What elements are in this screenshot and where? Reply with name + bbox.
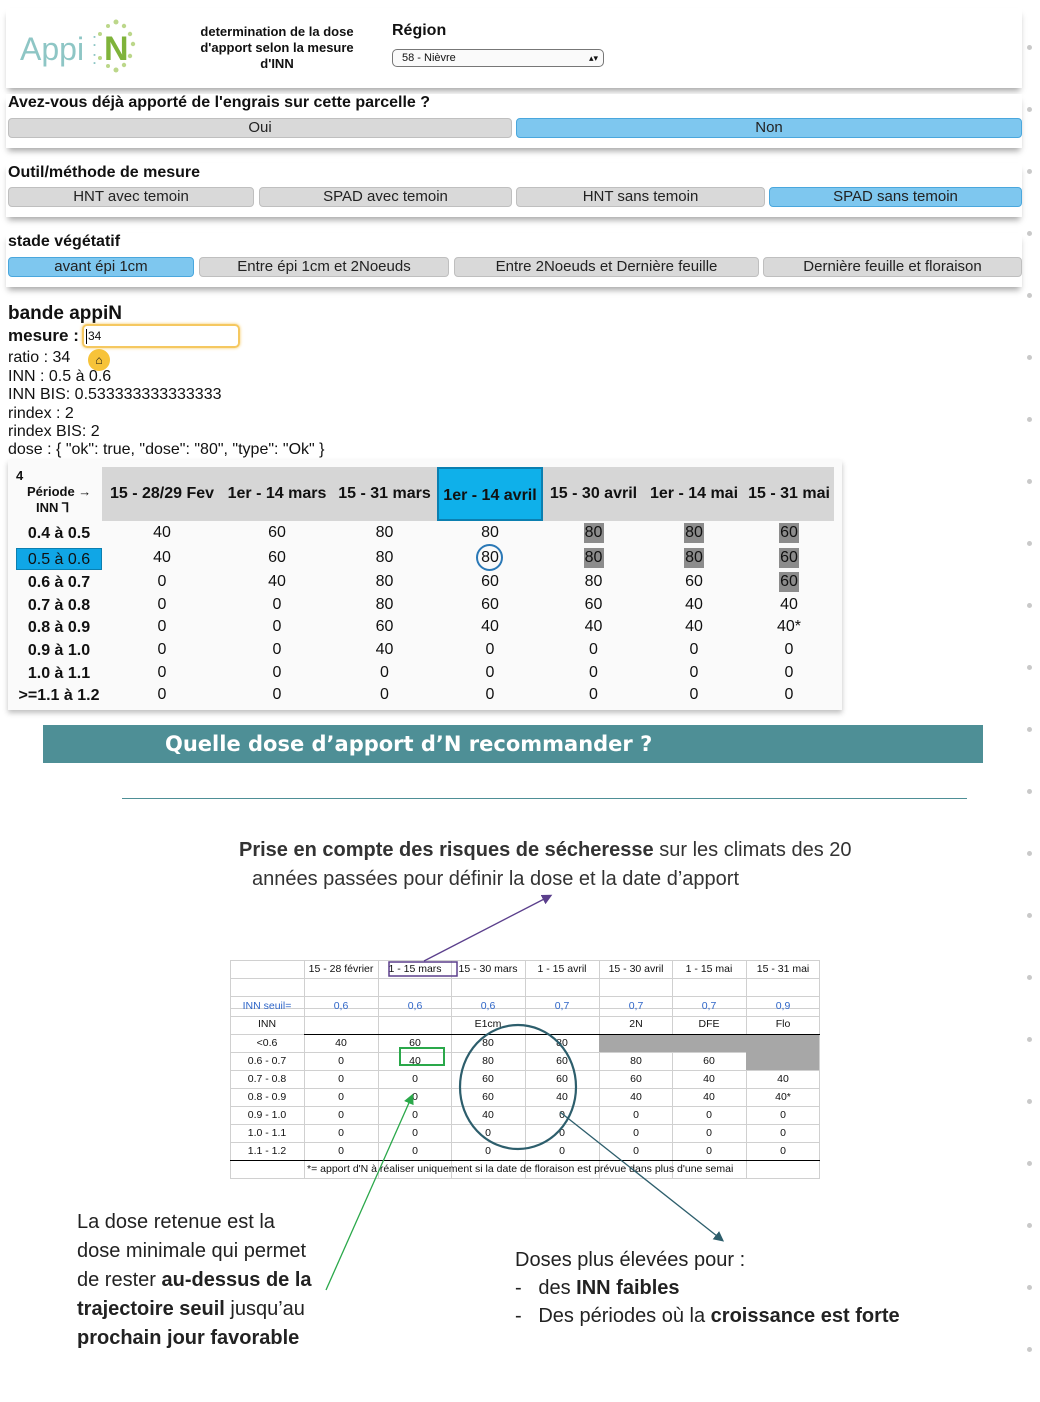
- purple-box: [389, 962, 457, 976]
- dose-cell: 80: [375, 524, 394, 541]
- ref-cell: 80: [630, 1055, 642, 1067]
- period-header[interactable]: 15 - 30 avril: [543, 467, 644, 521]
- dose-cell: 0: [689, 664, 699, 681]
- ref-cell: 60: [556, 1073, 568, 1085]
- ref-seuil-value: 0,7: [628, 1000, 644, 1012]
- dose-cell: 0: [157, 641, 167, 658]
- ref-cell: 0: [412, 1073, 418, 1085]
- note-part2: jusqu’au: [224, 1298, 305, 1320]
- dose-cell: 60: [780, 573, 798, 590]
- dose-cell: 60: [481, 596, 499, 613]
- period-header[interactable]: 15 - 28/29 Fev: [102, 467, 222, 521]
- ref-cell: 0: [559, 1127, 565, 1139]
- mesure-label: mesure :: [8, 326, 79, 345]
- ref-period-header: 15 - 30 avril: [608, 963, 664, 975]
- ref-row-label: 0.6 - 0.7: [247, 1055, 287, 1067]
- dose-cell: 0: [157, 686, 167, 703]
- ref-cell: 60: [703, 1055, 715, 1067]
- ref-stage-label: E1cm: [474, 1018, 502, 1030]
- ref-cell: 0: [338, 1055, 344, 1067]
- dose-cell: 80: [584, 524, 603, 541]
- inn-row-label: 1.0 à 1.1: [27, 665, 91, 682]
- inn-row-label: 0.6 à 0.7: [27, 574, 91, 591]
- ref-seuil-label: INN seuil=: [242, 1000, 292, 1012]
- ref-stage-label: 2N: [629, 1018, 643, 1030]
- ref-cell: 40: [556, 1091, 568, 1103]
- dose-cell: 40*: [776, 618, 802, 635]
- corner-number: 4: [16, 468, 24, 483]
- item2-bold: croissance est forte: [710, 1305, 900, 1327]
- ref-cell: 0: [559, 1109, 565, 1121]
- item1-pre: des: [538, 1277, 577, 1299]
- ref-cell: 60: [482, 1091, 494, 1103]
- dose-cell: 0: [157, 596, 167, 613]
- ref-cell: 0: [485, 1145, 491, 1157]
- dose-cell: 40: [153, 549, 171, 566]
- ref-cell: 40: [703, 1073, 715, 1085]
- item1-bold: INN faibles: [576, 1277, 680, 1299]
- ref-cell: 0: [338, 1109, 344, 1121]
- method-spad-sans-button[interactable]: SPAD sans temoin: [769, 187, 1022, 207]
- ref-cell: 40: [409, 1055, 421, 1067]
- dose-cell: 40: [268, 573, 286, 590]
- ref-seuil-value: 0,7: [554, 1000, 570, 1012]
- ref-cell: 0: [338, 1073, 344, 1085]
- ref-cell: 60: [630, 1073, 642, 1085]
- slide-banner: Quelle dose d’apport d’N recommander ?: [43, 725, 983, 763]
- ref-cell: 40*: [775, 1091, 791, 1103]
- teal-circle: [460, 1025, 576, 1149]
- ref-cell: 0: [412, 1127, 418, 1139]
- dose-cell: 40: [584, 618, 603, 635]
- dose-cell: 40: [780, 596, 798, 613]
- green-arrow: [326, 1096, 412, 1290]
- inn-bis-text: INN BIS: 0.533333333333333: [8, 386, 222, 403]
- inn-text: INN : 0.5 à 0.6: [8, 368, 112, 385]
- method-question-label: Outil/méthode de mesure: [8, 164, 201, 181]
- ref-footnote: *= apport d'N à réaliser uniquement si la date de floraison est prévue dans plus d'une semai: [307, 1163, 734, 1175]
- drought-note-rest: sur les climats des 20: [653, 839, 852, 861]
- inn-row-label[interactable]: 0.5 à 0.6: [16, 548, 102, 570]
- ref-inn-label: INN: [257, 1018, 277, 1030]
- ref-row-label: 1.0 - 1.1: [247, 1127, 287, 1139]
- ref-row-label: 0.7 - 0.8: [247, 1073, 287, 1085]
- ref-cell: 0: [706, 1127, 712, 1139]
- dose-cell: 0: [485, 686, 495, 703]
- ref-cell: 80: [482, 1055, 494, 1067]
- ref-cell: 60: [556, 1055, 568, 1067]
- dose-cell: 0: [380, 664, 389, 681]
- dose-cell: 60: [268, 524, 286, 541]
- dose-cell: 80: [584, 573, 603, 590]
- ref-cell: 0: [559, 1145, 565, 1157]
- select-arrows-icon: ▴▾: [588, 53, 598, 63]
- ref-row-label: 0.8 - 0.9: [247, 1091, 287, 1103]
- answer-oui-button[interactable]: Oui: [8, 118, 512, 138]
- dose-cell: 0: [784, 686, 794, 703]
- svg-text:N: N: [104, 30, 129, 68]
- answer-non-button[interactable]: Non: [516, 118, 1022, 138]
- dose-cell: 0: [157, 573, 167, 590]
- dose-cell: 0: [689, 686, 699, 703]
- dose-cell: 80: [481, 549, 499, 566]
- period-header[interactable]: 1er - 14 avril: [437, 467, 543, 521]
- dose-cell: 0: [157, 618, 167, 635]
- ref-seuil-value: 0,6: [333, 1000, 349, 1012]
- ref-cell: 0: [780, 1109, 786, 1121]
- dose-cell: 0: [589, 664, 598, 681]
- ref-period-header: 1 - 15 avril: [537, 963, 587, 975]
- ref-stage-label: DFE: [698, 1018, 720, 1030]
- dose-cell: 0: [589, 641, 598, 658]
- inn-row-label: 0.9 à 1.0: [27, 642, 91, 659]
- dose-cell: 0: [485, 641, 495, 658]
- period-header[interactable]: 1er - 14 mars: [222, 467, 332, 521]
- ref-cell: 40: [703, 1091, 715, 1103]
- higher-doses-item-2: - Des périodes où la croissance est forte: [515, 1305, 900, 1327]
- dose-cell: 40: [481, 618, 499, 635]
- higher-doses-item-1: - des INN faibles: [515, 1277, 680, 1299]
- home-icon[interactable]: ⌂: [88, 349, 110, 371]
- drought-note-line2: années passées pour définir la dose et la date d’apport: [252, 868, 740, 890]
- stage-avant-epi-button[interactable]: avant épi 1cm: [8, 257, 194, 277]
- ref-seuil-value: 0,6: [407, 1000, 423, 1012]
- dose-cell: 40: [375, 641, 394, 658]
- page-subtitle: determination de la dose d'apport selon la mesure d'INN: [200, 24, 354, 71]
- ref-period-header: 15 - 28 février: [308, 963, 374, 975]
- ref-cell: 0: [412, 1109, 418, 1121]
- region-value: 58 - Nièvre: [402, 52, 456, 64]
- mesure-input[interactable]: 34: [82, 324, 240, 348]
- dose-cell: 60: [685, 573, 703, 590]
- inn-row-label: 0.7 à 0.8: [27, 597, 91, 614]
- inn-row-label: 0.4 à 0.5: [27, 525, 91, 542]
- dose-cell: 40: [685, 618, 703, 635]
- ref-cell: 0: [485, 1127, 491, 1139]
- dose-cell: 0: [380, 686, 389, 703]
- region-label: Région: [392, 22, 447, 39]
- dose-cell: 60: [780, 549, 798, 566]
- note-bold2: prochain jour favorable: [77, 1327, 300, 1349]
- dose-cell: 0: [157, 664, 167, 681]
- svg-text::: :: [92, 48, 98, 68]
- dose-cell: 0: [272, 686, 282, 703]
- ref-cell: 0: [633, 1127, 639, 1139]
- dose-cell: 40: [153, 524, 171, 541]
- period-header[interactable]: 1er - 14 mai: [644, 467, 744, 521]
- dose-cell: 0: [485, 664, 495, 681]
- ref-row-label: 1.1 - 1.2: [247, 1145, 287, 1157]
- svg-text:Appi: Appi: [20, 31, 85, 67]
- rindex-text: rindex : 2: [8, 405, 74, 422]
- stage-question-label: stade végétatif: [8, 233, 121, 250]
- ref-cell: 0: [412, 1091, 418, 1103]
- ref-cell: 60: [482, 1073, 494, 1085]
- dose-cell: 80: [685, 524, 703, 541]
- dose-text: dose : { "ok": true, "dose": "80", "type": "Ok" }: [8, 441, 325, 458]
- dose-cell: 40: [685, 596, 703, 613]
- ref-row-label: 0.9 - 1.0: [247, 1109, 287, 1121]
- ref-cell: 0: [633, 1109, 639, 1121]
- dose-cell: 60: [481, 573, 499, 590]
- ref-cell: 0: [338, 1145, 344, 1157]
- method-spad-avec-button[interactable]: SPAD avec temoin: [259, 187, 512, 207]
- teal-arrow: [560, 1112, 722, 1240]
- dose-cell: 0: [272, 618, 282, 635]
- note-bold1: au-dessus de la trajectoire seuil: [77, 1269, 312, 1320]
- ref-cell: 80: [482, 1037, 494, 1049]
- ref-cell: 0: [780, 1145, 786, 1157]
- ref-cell: 0: [706, 1109, 712, 1121]
- ref-seuil-value: 0,6: [480, 1000, 496, 1012]
- item2-pre: Des périodes où la: [538, 1305, 711, 1327]
- ref-cell: 40: [482, 1109, 494, 1121]
- ref-row-label: <0.6: [256, 1037, 278, 1049]
- ref-cell: 0: [633, 1145, 639, 1157]
- ref-cell: 60: [409, 1037, 421, 1049]
- ref-period-header: 1 - 15 mai: [685, 963, 733, 975]
- dose-cell: 0: [784, 641, 794, 658]
- dose-cell: 60: [780, 524, 798, 541]
- ref-seuil-value: 0,9: [775, 1000, 791, 1012]
- dose-cell: 0: [272, 596, 282, 613]
- dose-cell: 0: [784, 664, 794, 681]
- dose-cell: 60: [375, 618, 394, 635]
- dose-cell: 80: [584, 549, 603, 566]
- corner-inn: INN ⅂: [36, 500, 70, 515]
- ref-seuil-value: 0,7: [701, 1000, 717, 1012]
- dose-cell: 80: [375, 549, 394, 566]
- ref-period-header: 15 - 30 mars: [458, 963, 518, 975]
- dose-cell: 80: [375, 573, 394, 590]
- higher-doses-title: Doses plus élevées pour :: [515, 1249, 746, 1271]
- stage-df-floraison-button[interactable]: Dernière feuille et floraison: [763, 257, 1022, 277]
- dose-cell: 60: [268, 549, 286, 566]
- ref-period-header: 1 - 15 mars: [388, 963, 442, 975]
- ref-stage-label: Flo: [775, 1018, 791, 1030]
- dose-cell: 0: [589, 686, 598, 703]
- period-header[interactable]: 15 - 31 mai: [744, 467, 834, 521]
- dose-cell: 0: [272, 641, 282, 658]
- ref-cell: 40: [335, 1037, 347, 1049]
- method-hnt-avec-button[interactable]: HNT avec temoin: [8, 187, 254, 207]
- svg-text::: :: [92, 30, 98, 50]
- fertilizer-question-label: Avez-vous déjà apporté de l'engrais sur cette parcelle ?: [8, 94, 431, 111]
- dose-cell: 0: [272, 664, 282, 681]
- ref-cell: 40: [777, 1073, 789, 1085]
- ref-cell: 0: [706, 1145, 712, 1157]
- inn-row-label: >=1.1 à 1.2: [18, 687, 100, 704]
- ref-cell: 0: [780, 1127, 786, 1139]
- ref-cell: 0: [412, 1145, 418, 1157]
- rindex-bis-text: rindex BIS: 2: [8, 423, 100, 440]
- dose-cell: 80: [375, 596, 394, 613]
- ref-period-header: 15 - 31 mai: [756, 963, 810, 975]
- dose-cell: 80: [481, 524, 499, 541]
- ref-cell: 40: [630, 1091, 642, 1103]
- ratio-text: ratio : 34: [8, 349, 71, 366]
- bande-title: bande appiN: [8, 303, 123, 324]
- dose-cell: 80: [685, 549, 703, 566]
- ref-cell: 0: [338, 1127, 344, 1139]
- purple-arrow: [424, 896, 550, 961]
- method-hnt-sans-button[interactable]: HNT sans temoin: [516, 187, 765, 207]
- ref-cell: 80: [556, 1037, 568, 1049]
- note-part1: La dose retenue est la dose minimale qui permet de rester: [77, 1211, 306, 1291]
- ref-cell: 0: [338, 1091, 344, 1103]
- dose-cell: 60: [584, 596, 603, 613]
- dose-cell: 0: [689, 641, 699, 658]
- stage-2noeuds-df-button[interactable]: Entre 2Noeuds et Dernière feuille: [454, 257, 759, 277]
- stage-epi-2noeuds-button[interactable]: Entre épi 1cm et 2Noeuds: [199, 257, 449, 277]
- green-box: [400, 1048, 444, 1065]
- inn-row-label: 0.8 à 0.9: [27, 619, 91, 636]
- drought-note-bold: Prise en compte des risques de sécheresse: [239, 839, 654, 861]
- period-header[interactable]: 15 - 31 mars: [332, 467, 437, 521]
- corner-periode: Période →: [27, 484, 92, 499]
